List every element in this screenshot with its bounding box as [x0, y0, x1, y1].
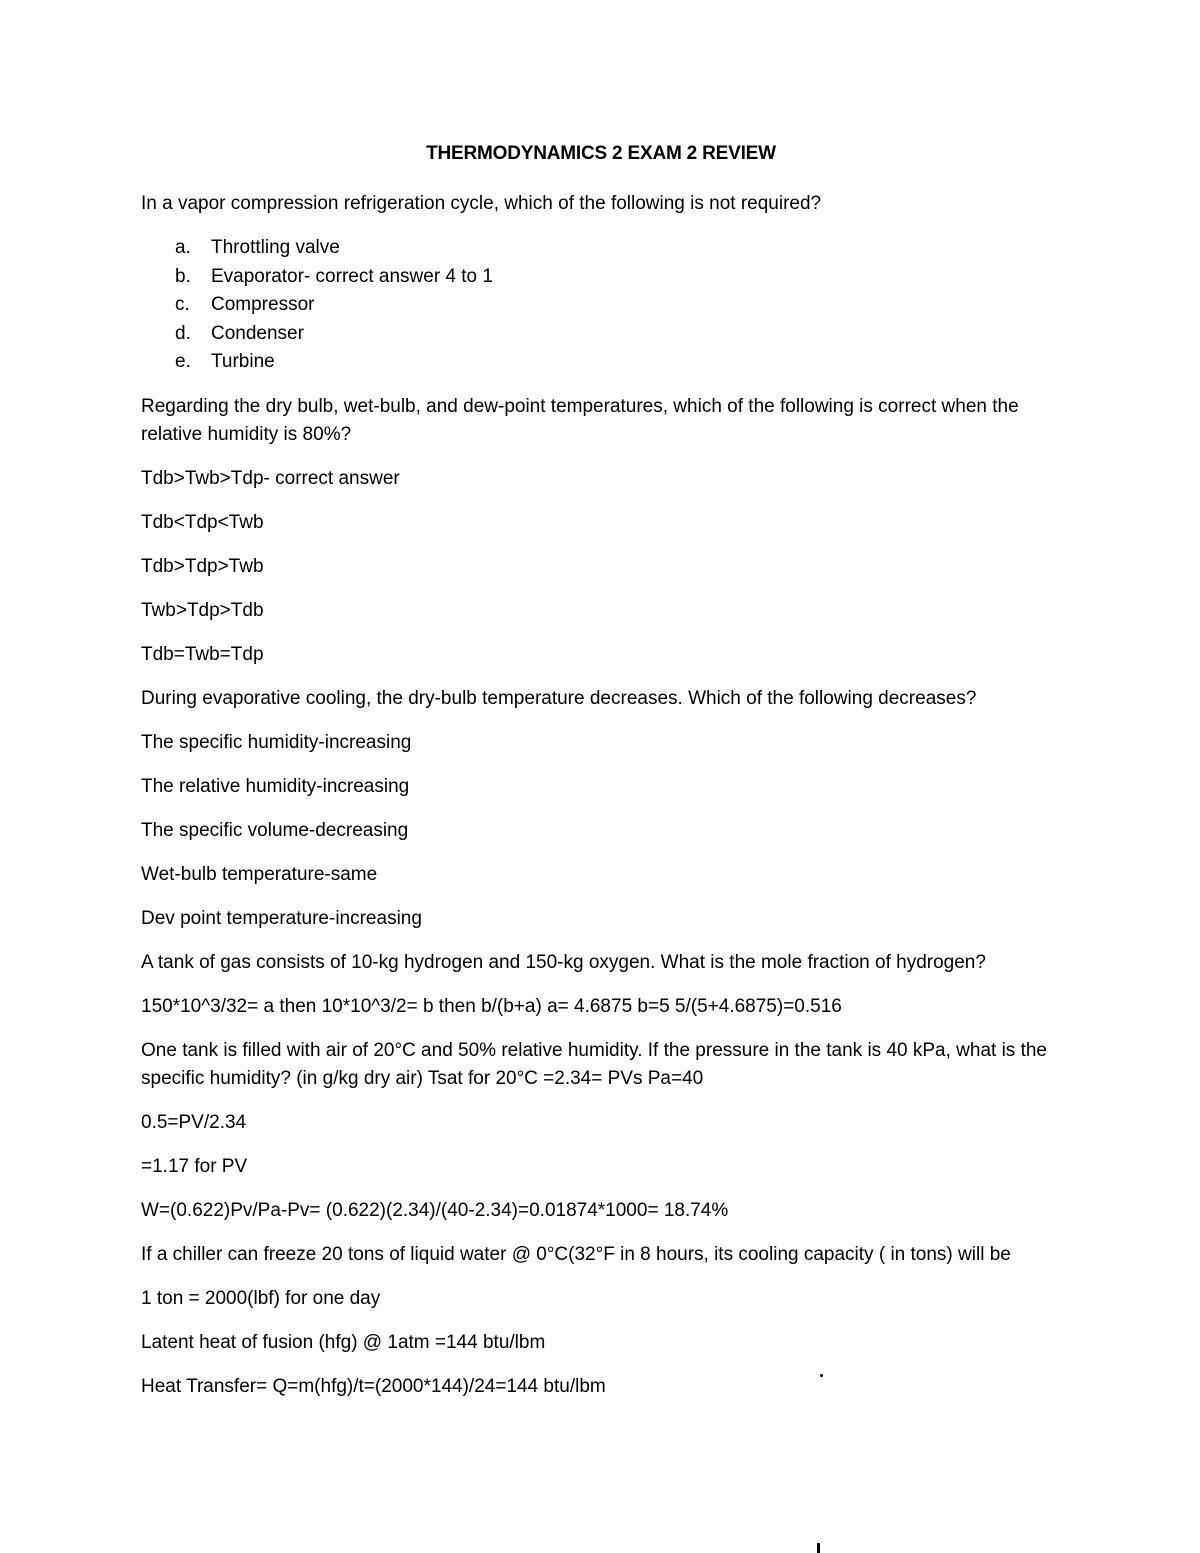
document-title: THERMODYNAMICS 2 EXAM 2 REVIEW [426, 143, 776, 164]
answer-line: The specific humidity-increasing [141, 731, 412, 753]
answer-line: Tdb>Tdp>Twb [141, 555, 264, 577]
question-4-text: A tank of gas consists of 10-kg hydrogen and 150-kg oxygen. What is the mole fraction of hydrogen? [141, 951, 986, 973]
question-1-text: In a vapor compression refrigeration cycle, which of the following is not required? [141, 193, 822, 214]
answer-line: Wet-bulb temperature-same [141, 863, 378, 885]
answer-line: Tdb<Tdp<Twb [141, 511, 264, 533]
question-2-text: Regarding the dry bulb, wet-bulb, and dew-point temperatures, which of the following is correct when the relative humidity is 80%? [141, 395, 1024, 445]
question-1-options [141, 234, 1061, 377]
option-a: a. Throttling valve [175, 237, 340, 258]
work-line: 0.5=PV/2.34 [141, 1111, 247, 1133]
option-c: c. Compressor [175, 294, 315, 315]
option-e: e. Turbine [175, 351, 275, 372]
work-line: =1.17 for PV [141, 1155, 248, 1177]
answer-line: Dev point temperature-increasing [141, 907, 422, 929]
question-6-text: If a chiller can freeze 20 tons of liquid water @ 0°C(32°F in 8 hours, its cooling capacity ( in tons) will be [141, 1243, 1011, 1265]
answer-line: Tdb=Twb=Tdp [141, 643, 264, 665]
work-line: 150*10^3/32= a then 10*10^3/2= b then b/(b+a) a= 4.6875 b=5 5/(5+4.6875)=0.516 [141, 995, 842, 1017]
option-b: b. Evaporator- correct answer 4 to 1 [175, 265, 493, 287]
work-line: W=(0.622)Pv/Pa-Pv= (0.622)(2.34)/(40-2.34)=0.01874*1000= 18.74% [141, 1199, 729, 1221]
work-line: 1 ton = 2000(lbf) for one day [141, 1287, 381, 1309]
answer-line: Twb>Tdp>Tdb [141, 599, 264, 621]
answer-line: Tdb>Twb>Tdp- correct answer [141, 467, 400, 489]
answer-line: The specific volume-decreasing [141, 819, 409, 841]
option-d: d. Condenser [175, 322, 304, 344]
work-line: Latent heat of fusion (hfg) @ 1atm =144 btu/lbm [141, 1331, 546, 1353]
page-edge-mark [817, 1543, 820, 1553]
stray-dot-mark [820, 1374, 823, 1377]
question-5-text: One tank is filled with air of 20°C and 50% relative humidity. If the pressure in the tank is 40 kPa, what is the specific humidity? (in g/kg dry air) Tsat for 20°C =2.34= PVs Pa=40 [141, 1039, 1053, 1089]
question-3-text: During evaporative cooling, the dry-bulb temperature decreases. Which of the following decreases? [141, 687, 977, 709]
work-line: Heat Transfer= Q=m(hfg)/t=(2000*144)/24=144 btu/lbm [141, 1375, 606, 1397]
answer-line: The relative humidity-increasing [141, 775, 410, 797]
document-body [141, 138, 1061, 1417]
